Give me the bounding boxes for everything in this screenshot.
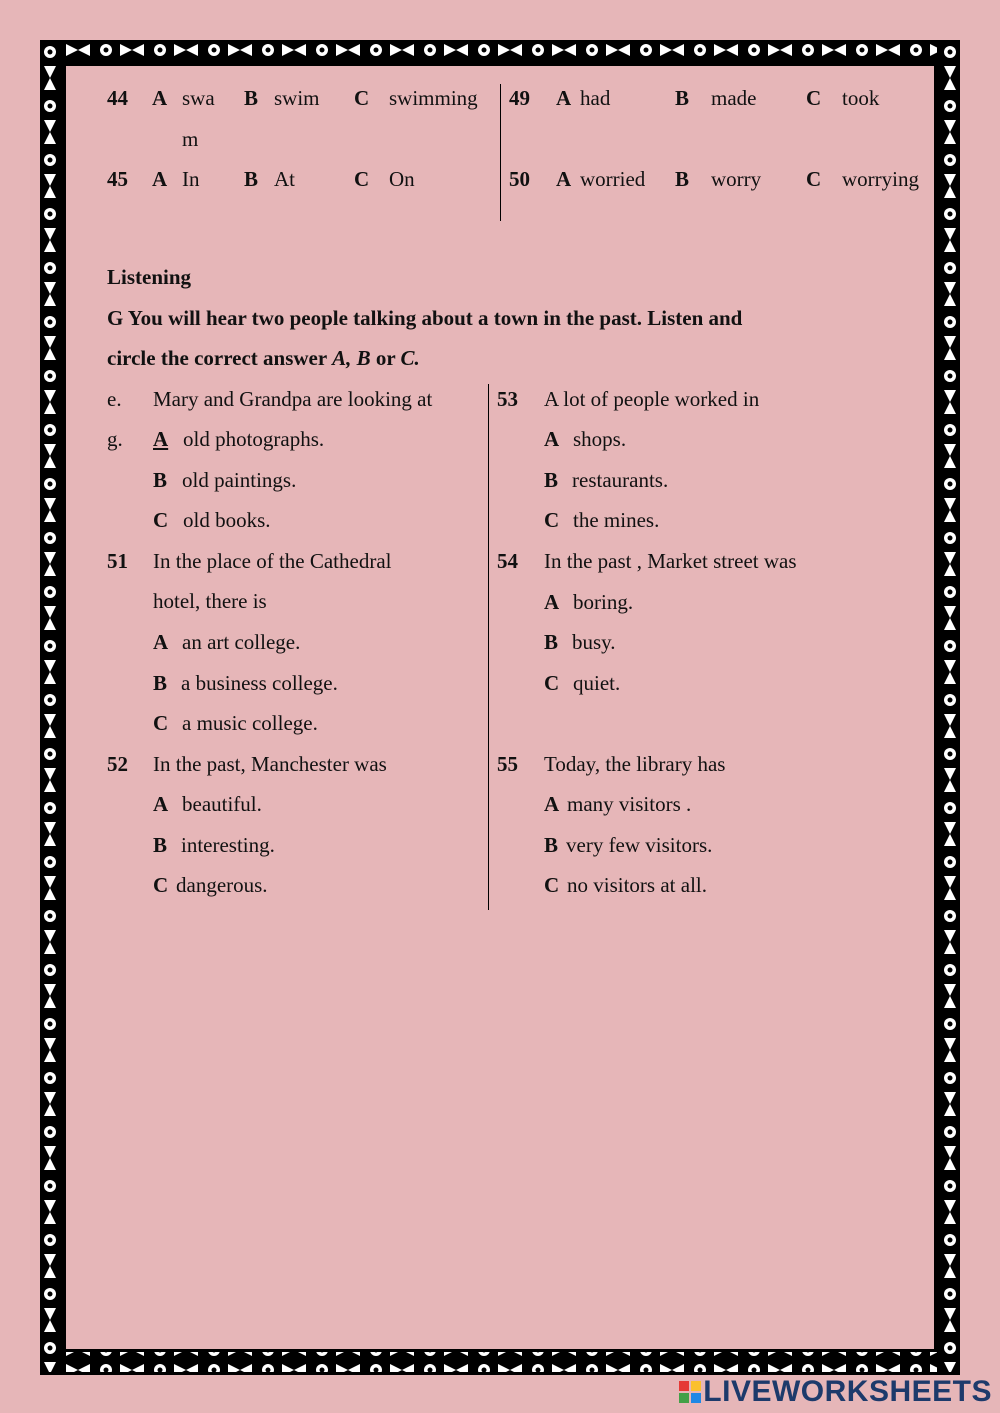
q50-option-a[interactable]: worried <box>580 167 646 191</box>
q54-number: 54 <box>497 549 518 573</box>
q49-option-b[interactable]: made <box>711 86 757 110</box>
q44-option-a[interactable]: swa <box>182 86 215 110</box>
q53-option-a[interactable]: shops. <box>573 427 627 451</box>
q45-option-b[interactable]: At <box>274 167 295 191</box>
listening-heading: Listening <box>107 265 192 289</box>
example-label-e: e. <box>107 387 122 411</box>
liveworksheets-logo[interactable] <box>679 1375 992 1409</box>
q53-option-b[interactable]: restaurants. <box>572 468 669 492</box>
q53-b-letter: B <box>544 468 559 492</box>
q49-option-a[interactable]: had <box>580 86 611 110</box>
questions-divider <box>488 384 489 910</box>
example-a-letter: A <box>153 427 169 451</box>
example-option-a[interactable]: old photographs. <box>183 427 325 451</box>
q52-c-letter: C <box>153 873 169 897</box>
q51-option-a[interactable]: an art college. <box>182 630 301 654</box>
example-option-b[interactable]: old paintings. <box>182 468 297 492</box>
q51-question-line1: In the place of the Cathedral <box>153 549 392 573</box>
q55-question: Today, the library has <box>544 752 726 776</box>
q44-b-letter: B <box>244 86 259 110</box>
q49-a-letter: A <box>556 86 572 110</box>
listening-instruction-line2: circle the correct answer A, B or C. <box>107 346 420 370</box>
q50-b-letter: B <box>675 167 690 191</box>
example-option-c[interactable]: old books. <box>183 508 271 532</box>
q54-c-letter: C <box>544 671 560 695</box>
logo-text: LIVEWORKSHEETS <box>703 1375 992 1408</box>
example-b-letter: B <box>153 468 168 492</box>
q54-option-a[interactable]: boring. <box>573 590 634 614</box>
q51-a-letter: A <box>153 630 169 654</box>
q51-option-b[interactable]: a business college. <box>181 671 338 695</box>
q51-question-line2: hotel, there is <box>153 589 267 613</box>
q44-number: 44 <box>107 86 128 110</box>
listening-instruction-line1: G You will hear two people talking about a town in the past. Listen and <box>107 306 743 330</box>
content-area <box>64 64 936 1351</box>
q45-c-letter: C <box>354 167 370 191</box>
q49-option-c[interactable]: took <box>842 86 880 110</box>
q51-number: 51 <box>107 549 128 573</box>
q50-option-c[interactable]: worrying <box>842 167 919 191</box>
q45-option-c[interactable]: On <box>389 167 415 191</box>
q45-number: 45 <box>107 167 128 191</box>
q55-option-a[interactable]: many visitors . <box>567 792 692 816</box>
q45-a-letter: A <box>152 167 168 191</box>
q52-option-b[interactable]: interesting. <box>181 833 275 857</box>
example-label-g: g. <box>107 427 123 451</box>
q55-number: 55 <box>497 752 518 776</box>
q44-option-a-cont: m <box>182 127 199 151</box>
q51-option-c[interactable]: a music college. <box>182 711 318 735</box>
q53-option-c[interactable]: the mines. <box>573 508 660 532</box>
q52-question: In the past, Manchester was <box>153 752 387 776</box>
liveworksheets-icon <box>679 1381 701 1403</box>
q45-b-letter: B <box>244 167 259 191</box>
q52-b-letter: B <box>153 833 168 857</box>
q55-c-letter: C <box>544 873 560 897</box>
example-c-letter: C <box>153 508 169 532</box>
q45-option-a[interactable]: In <box>182 167 200 191</box>
q55-option-b[interactable]: very few visitors. <box>566 833 713 857</box>
q49-c-letter: C <box>806 86 822 110</box>
q53-a-letter: A <box>544 427 560 451</box>
q51-b-letter: B <box>153 671 168 695</box>
q50-number: 50 <box>509 167 530 191</box>
q44-a-letter: A <box>152 86 168 110</box>
q52-option-c[interactable]: dangerous. <box>176 873 268 897</box>
q55-a-letter: A <box>544 792 560 816</box>
q55-option-c[interactable]: no visitors at all. <box>567 873 707 897</box>
q50-a-letter: A <box>556 167 572 191</box>
q53-c-letter: C <box>544 508 560 532</box>
vocab-divider <box>500 84 501 221</box>
q51-c-letter: C <box>153 711 169 735</box>
q53-question: A lot of people worked in <box>544 387 760 411</box>
example-question: Mary and Grandpa are looking at <box>153 387 433 411</box>
q54-a-letter: A <box>544 590 560 614</box>
q44-c-letter: C <box>354 86 370 110</box>
q52-option-a[interactable]: beautiful. <box>182 792 262 816</box>
q54-option-c[interactable]: quiet. <box>573 671 621 695</box>
q49-number: 49 <box>509 86 530 110</box>
q52-a-letter: A <box>153 792 169 816</box>
q44-option-b[interactable]: swim <box>274 86 320 110</box>
q52-number: 52 <box>107 752 128 776</box>
q54-option-b[interactable]: busy. <box>572 630 616 654</box>
q54-question: In the past , Market street was <box>544 549 797 573</box>
q54-b-letter: B <box>544 630 559 654</box>
q44-option-c[interactable]: swimming <box>389 86 478 110</box>
q49-b-letter: B <box>675 86 690 110</box>
q50-option-b[interactable]: worry <box>711 167 762 191</box>
q50-c-letter: C <box>806 167 822 191</box>
q53-number: 53 <box>497 387 518 411</box>
q55-b-letter: B <box>544 833 559 857</box>
